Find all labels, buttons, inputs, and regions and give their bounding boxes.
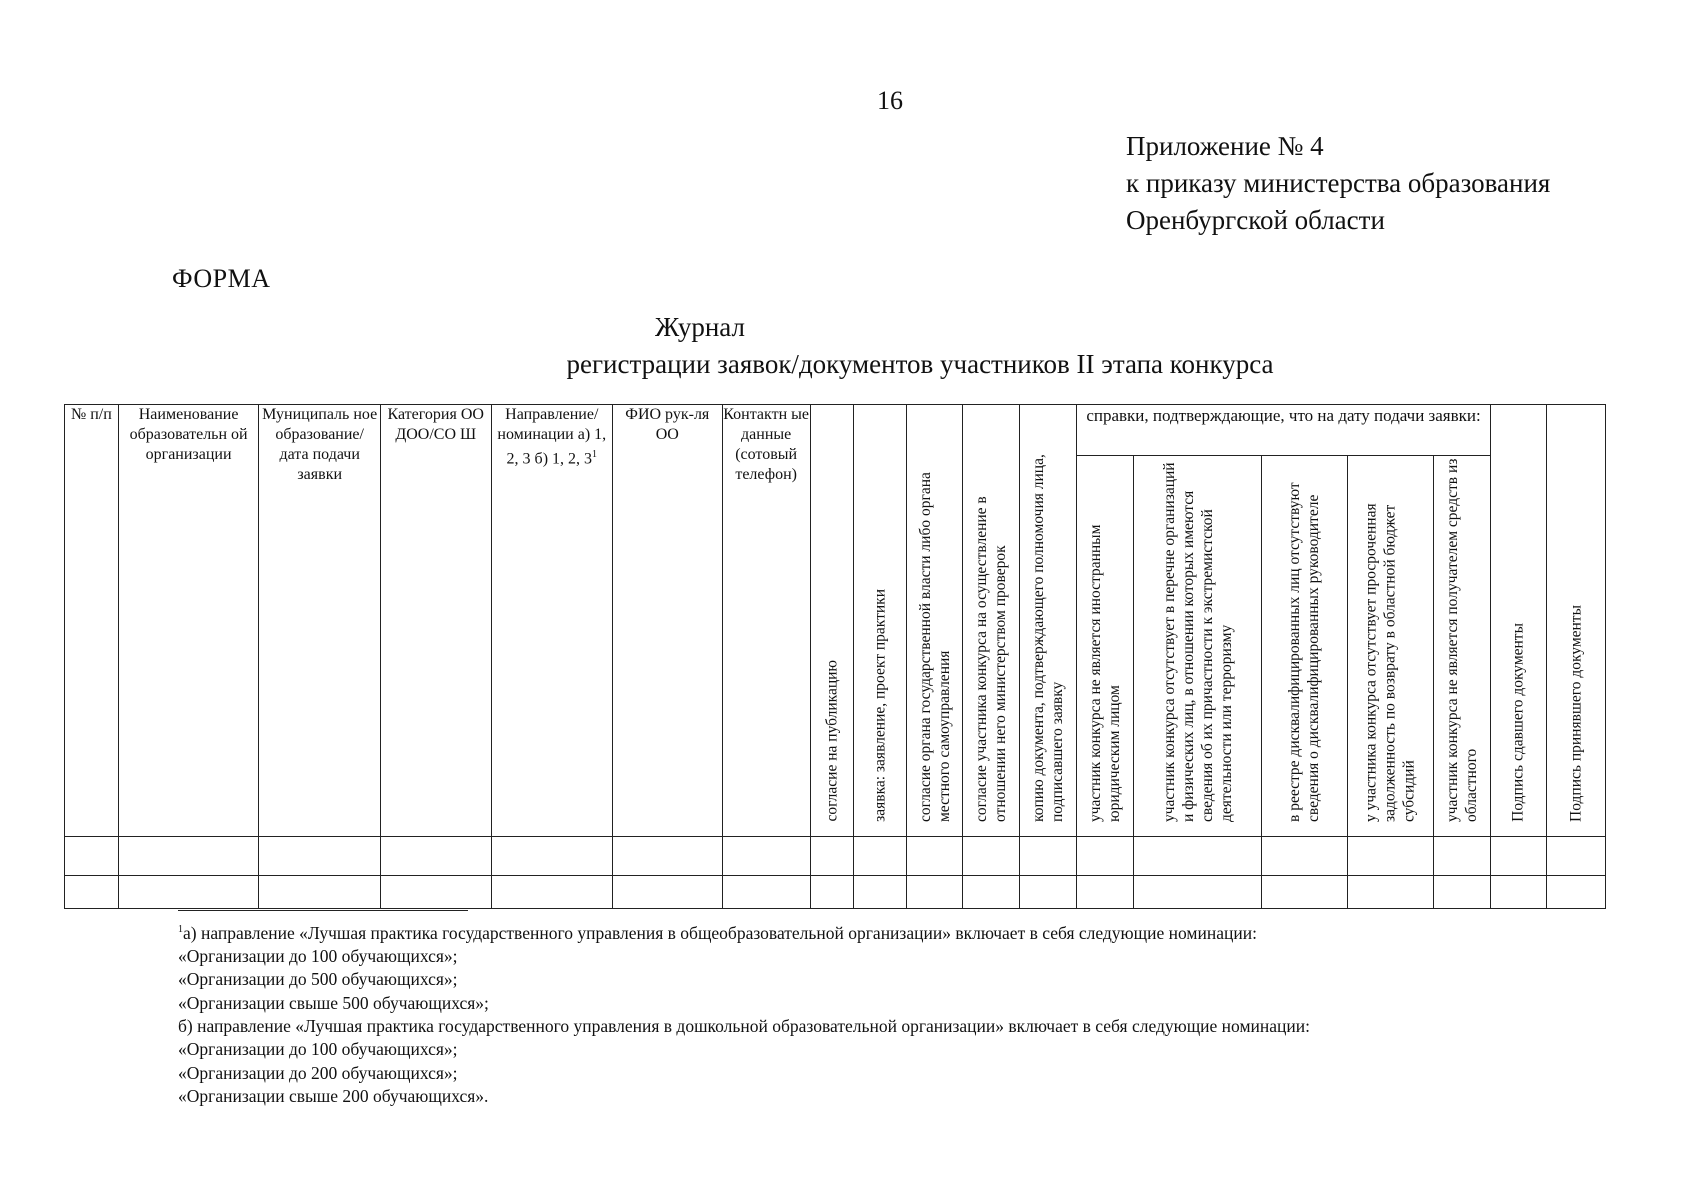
header-direction-text: Направление/ номинации а) 1, 2, 3 б) 1, 2, 3 <box>497 406 607 468</box>
table-cell <box>65 837 119 876</box>
table-cell <box>1546 837 1605 876</box>
form-label: ФОРМА <box>172 264 271 293</box>
header-text: участник конкурса не является иностранным юридическим лицом <box>1087 524 1124 822</box>
header-sign-submitter <box>1490 405 1546 837</box>
header-org-name: Наименование образовательн ой организации <box>118 405 259 837</box>
header-category: Категория ОО ДОО/СО Ш <box>380 405 491 837</box>
header-cert-recipient <box>1433 456 1490 837</box>
header-cert-extremism <box>1134 456 1262 837</box>
footnote-line: «Организации до 200 обучающихся»; <box>178 1062 458 1083</box>
header-text: Подпись сдавшего документы <box>1509 623 1527 822</box>
footnote-text: а) направление «Лучшая практика государственного управления в общеобразовательной организации» включает в себя следующие номинации: <box>183 922 1257 943</box>
header-consent-publication <box>810 405 853 837</box>
header-text: согласие на публикацию <box>823 660 841 822</box>
footnote-line: «Организации до 100 обучающихся»; <box>178 1039 458 1060</box>
table-cell <box>380 876 491 909</box>
table-cell <box>1020 876 1077 909</box>
footnote-line: б) направление «Лучшая практика государственного управления в дошкольной образовательной организации» включает в себя следующие номинации: <box>178 1016 1310 1037</box>
appendix-block <box>1126 128 1550 239</box>
table-cell <box>259 876 380 909</box>
header-text: согласие органа государственной власти либо органа местного самоуправления <box>916 472 953 822</box>
table-row <box>65 837 1606 876</box>
header-cert-foreign <box>1077 456 1134 837</box>
header-consent-inspection <box>963 405 1020 837</box>
footnote-line: «Организации до 500 обучающихся»; <box>178 969 458 990</box>
table-cell <box>1134 837 1262 876</box>
header-num: № п/п <box>65 405 119 837</box>
table-cell <box>1347 876 1433 909</box>
table-cell <box>963 876 1020 909</box>
header-contacts: Контактн ые данные (сотовый телефон) <box>722 405 810 837</box>
header-head-name: ФИО рук-ля ОО <box>613 405 723 837</box>
footnote-marker: 1 <box>178 924 183 935</box>
footnote-separator <box>178 910 468 911</box>
table-cell <box>1020 837 1077 876</box>
appendix-line: Приложение № 4 <box>1126 131 1324 161</box>
header-consent-authority <box>907 405 963 837</box>
appendix-line: Оренбургской области <box>1126 205 1385 235</box>
header-certificates-group: справки, подтверждающие, что на дату подачи заявки: <box>1077 405 1491 456</box>
table-cell <box>810 876 853 909</box>
footnote-line: «Организации до 100 обучающихся»; <box>178 946 458 967</box>
footnote-line <box>178 918 1310 945</box>
table-cell <box>380 837 491 876</box>
table-cell <box>1262 876 1348 909</box>
table-row <box>65 876 1606 909</box>
footnote-line: «Организации свыше 500 обучающихся»; <box>178 992 489 1013</box>
table-cell <box>853 876 907 909</box>
header-text: копию документа, подтверждающего полномочия лица, подписавшего заявку <box>1030 454 1067 822</box>
table-cell <box>810 837 853 876</box>
footnote-ref: 1 <box>592 449 598 460</box>
table-cell <box>722 837 810 876</box>
header-text: Подпись принявшего документы <box>1567 605 1585 822</box>
table-cell <box>1490 876 1546 909</box>
table-cell <box>259 837 380 876</box>
table-cell <box>853 837 907 876</box>
table-cell <box>1262 837 1348 876</box>
table-cell <box>1433 837 1490 876</box>
table-cell <box>963 837 1020 876</box>
table-cell <box>1134 876 1262 909</box>
header-text: участник конкурса отсутствует в перечне организаций и физических лиц, в отношении которых имеются сведения об их причастности к экстремистской деятельности или терроризму <box>1160 462 1235 822</box>
table-cell <box>118 876 259 909</box>
footnote-line: «Организации свыше 200 обучающихся». <box>178 1085 489 1106</box>
table-cell <box>907 837 963 876</box>
table-cell <box>491 876 612 909</box>
footnotes <box>178 918 1310 1108</box>
appendix-line: к приказу министерства образования <box>1126 168 1551 198</box>
header-text: в реестре дисквалифицированных лиц отсутствуют сведения о дисквалифицированных руководителе <box>1286 482 1323 822</box>
table-cell <box>722 876 810 909</box>
header-authority-copy <box>1020 405 1077 837</box>
header-text: участник конкурса не является получателем средств из областного <box>1443 458 1480 822</box>
header-application <box>853 405 907 837</box>
header-direction <box>491 405 612 837</box>
header-municipality: Муниципаль ное образование/ дата подачи заявки <box>259 405 380 837</box>
table-cell <box>1433 876 1490 909</box>
table-cell <box>613 837 723 876</box>
table-cell <box>1347 837 1433 876</box>
table-cell <box>65 876 119 909</box>
header-text: согласие участника конкурса на осуществление в отношении него министерством проверок <box>973 496 1010 822</box>
header-sign-receiver <box>1546 405 1605 837</box>
page-number: 16 <box>877 86 903 115</box>
table-cell <box>907 876 963 909</box>
header-text: заявка: заявление, проект практики <box>871 589 889 822</box>
table-cell <box>1490 837 1546 876</box>
table-cell <box>1546 876 1605 909</box>
table-cell <box>118 837 259 876</box>
header-text: у участника конкурса отсутствует просроченная задолженность по возврату в областной бюджет субсидий <box>1362 503 1418 822</box>
table-cell <box>613 876 723 909</box>
journal-subtitle: регистрации заявок/документов участников II этапа конкурса <box>566 349 1274 379</box>
table-cell <box>491 837 612 876</box>
header-cert-debt <box>1347 456 1433 837</box>
table-cell <box>1077 837 1134 876</box>
header-cert-disqualified <box>1262 456 1348 837</box>
journal-title: Журнал <box>654 312 746 342</box>
table-cell <box>1077 876 1134 909</box>
registration-table <box>64 404 1606 909</box>
